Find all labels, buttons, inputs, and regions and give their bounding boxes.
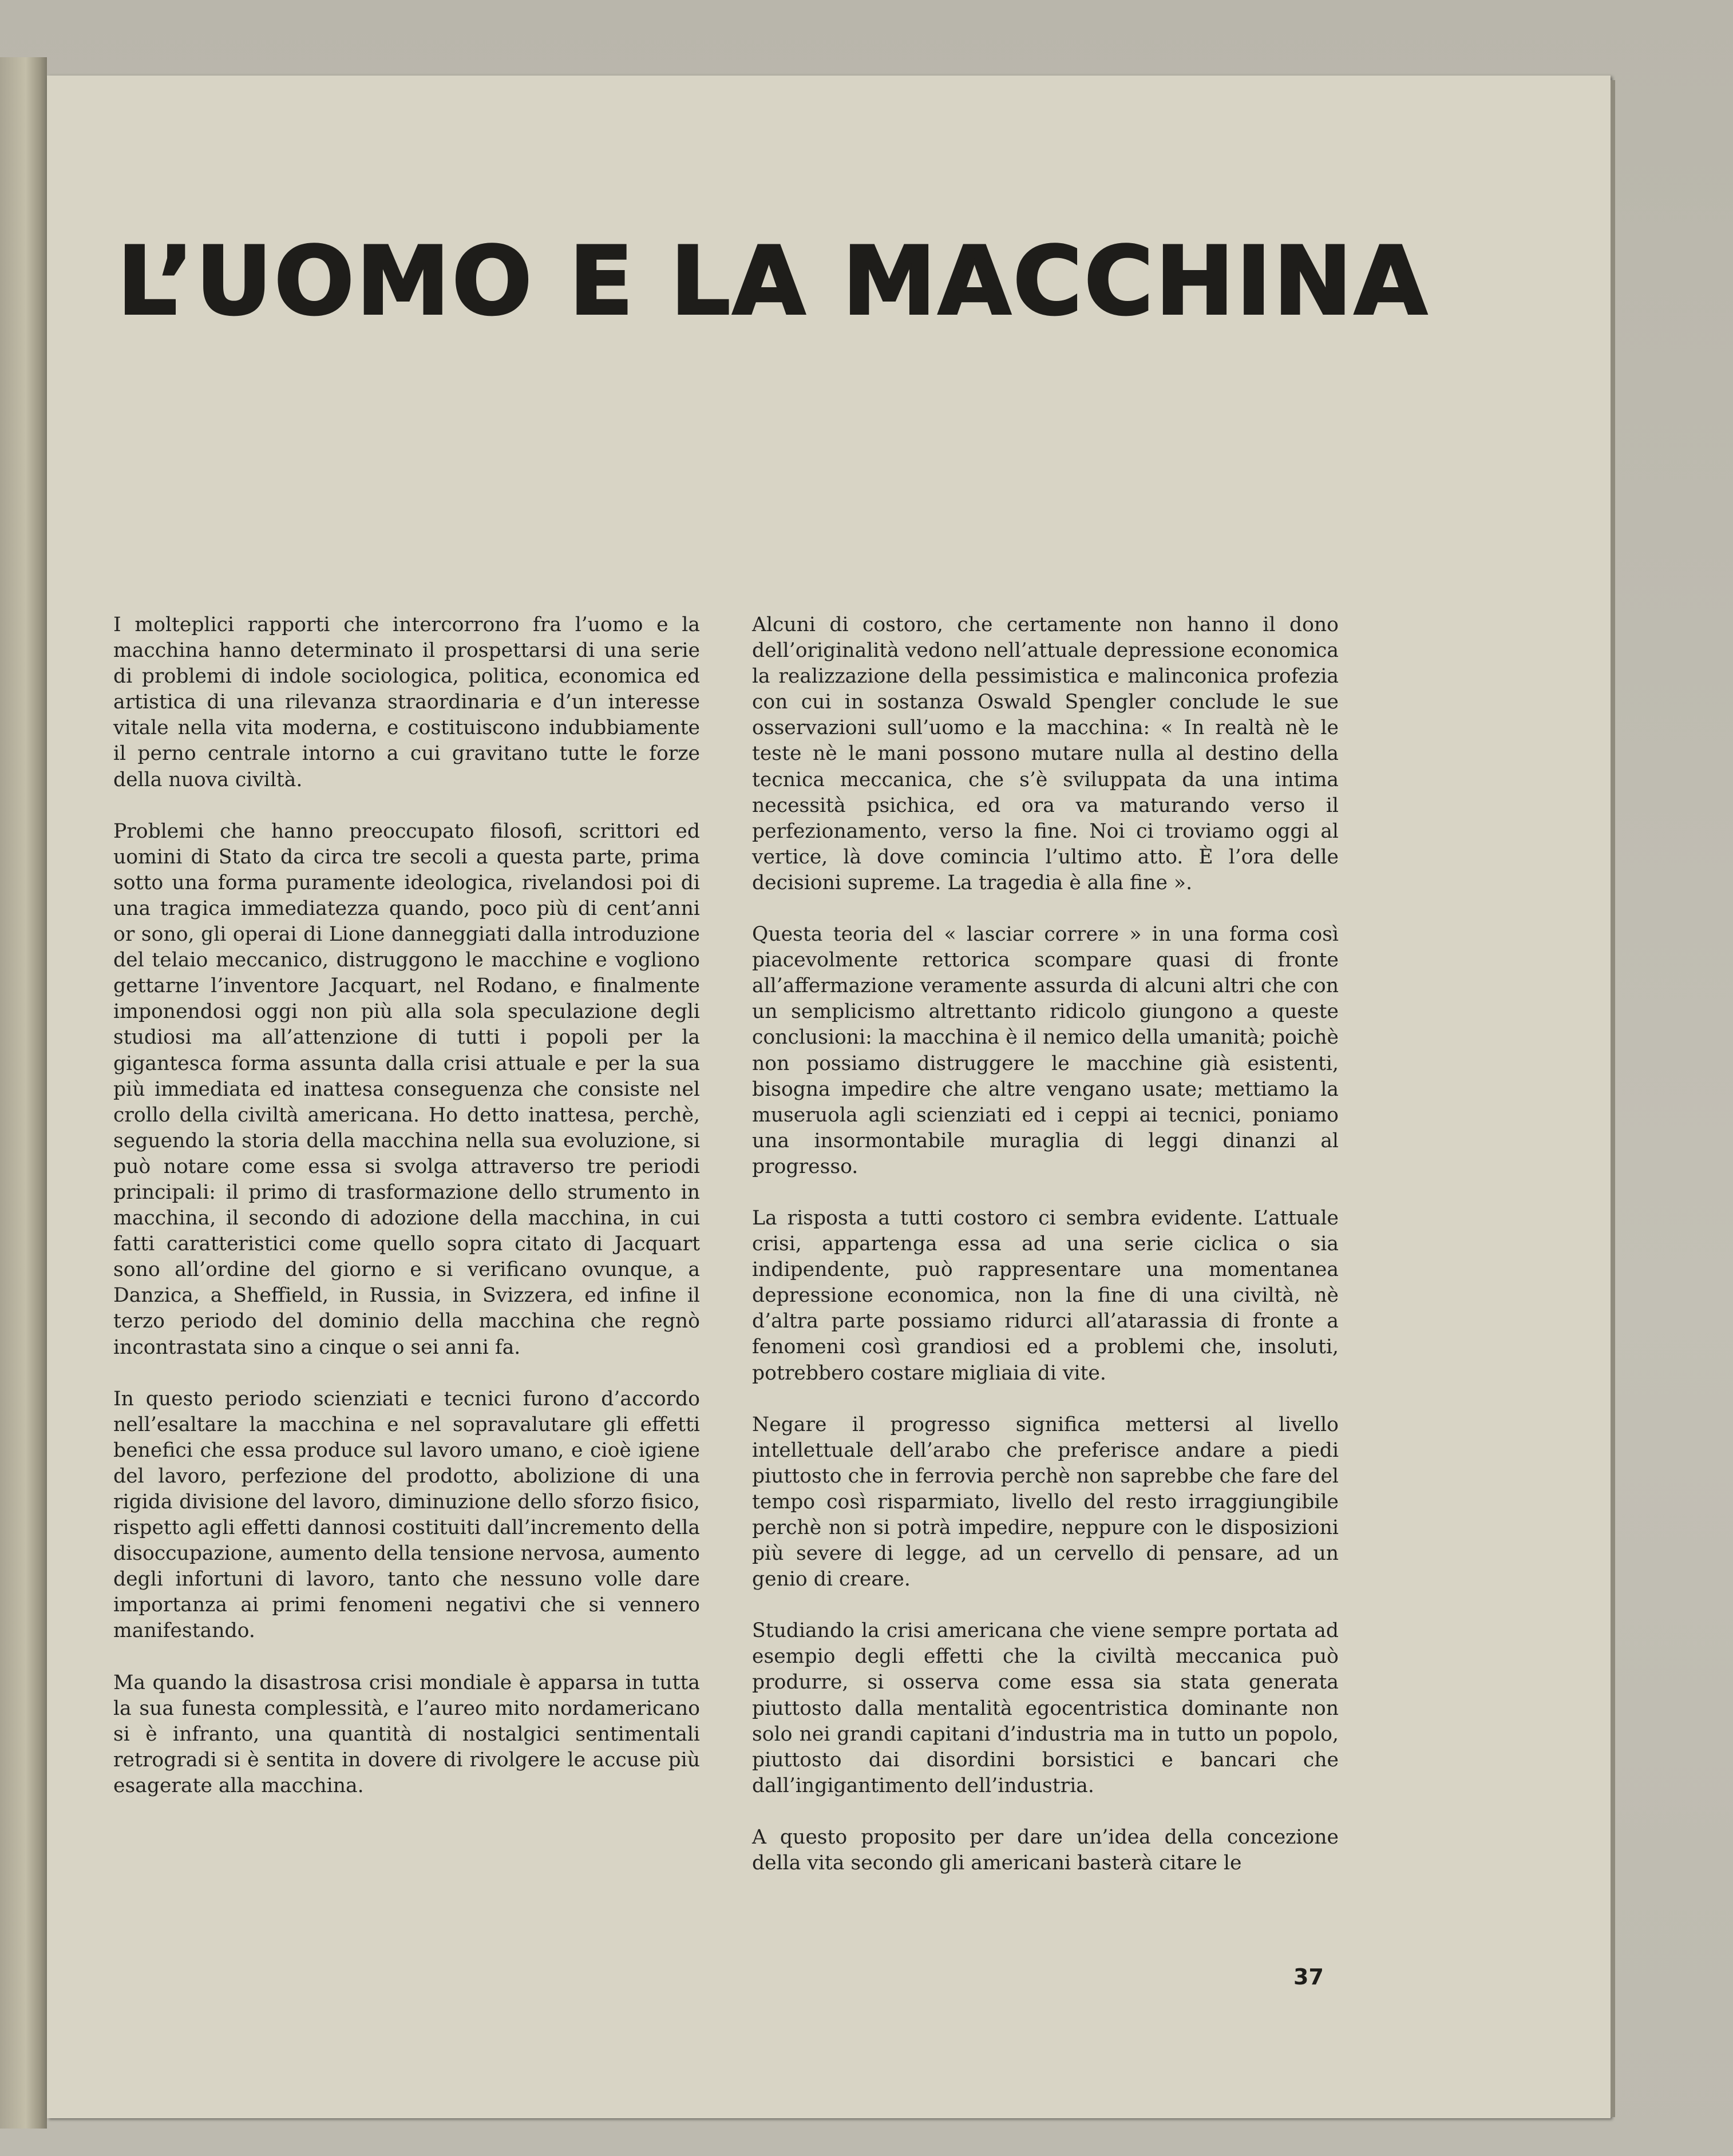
page-number: 37	[1293, 1964, 1324, 1989]
previous-page-edge	[0, 57, 47, 2129]
paragraph: Negare il progresso significa mettersi al livello intellettuale dell’arabo che preferisce andare a piedi piuttosto che in ferrovia perchè non saprebbe che fare del tempo così risparmiato, livello del resto irraggiungibile perchè non si potrà impedire, neppure con le disposizioni più severe di legge, ad un cervello di pensare, ad un genio di creare.	[752, 1413, 1339, 1591]
page-right-edge	[1611, 80, 1615, 2117]
left-column	[113, 612, 700, 1825]
paragraph: Ma quando la disastrosa crisi mondiale è apparsa in tutta la sua funesta complessità, e l’aureo mito nordamericano si è infranto, una quantità di nostalgici sentimentali retrogradi si è sentita in dovere di rivolgere le accuse più esagerate alla macchina.	[113, 1671, 700, 1797]
right-column	[752, 612, 1339, 1902]
paragraph: Alcuni di costoro, che certamente non hanno il dono dell’originalità vedono nell’attuale depressione economica la realizzazione della pessimistica e malinconica profezia con cui in sostanza Oswald Spengler conclude le sue osservazioni sull’uomo e la macchina: « In realtà nè le teste nè le mani possono mutare nulla al destino della tecnica meccanica, che s’è sviluppata da una intima necessità psichica, ed ora va maturando verso il perfezionamento, verso la fine. Noi ci troviamo oggi al vertice, là dove comincia l’ultimo atto. È l’ora delle decisioni supreme. La tragedia è alla fine ».	[752, 613, 1339, 894]
paragraph: In questo periodo scienziati e tecnici furono d’accordo nell’esaltare la macchina e nel sopravalutare gli effetti benefici che essa produce sul lavoro umano, e cioè igiene del lavoro, perfezione del prodotto, abolizione di una rigida divisione del lavoro, diminuzione dello sforzo fisico, rispetto agli effetti dannosi costituiti dall’incremento della disoccupazione, aumento della tensione nervosa, aumento degli infortuni di lavoro, tanto che nessuno volle dare importanza ai primi fenomeni negativi che si vennero manifestando.	[113, 1387, 700, 1643]
paragraph: A questo proposito per dare un’idea della concezione della vita secondo gli americani basterà citare le	[752, 1825, 1339, 1875]
paragraph: Studiando la crisi americana che viene sempre portata ad esempio degli effetti che la civiltà meccanica può produrre, si osserva come essa sia stata generata piuttosto dalla mentalità egocentristica dominante non solo nei grandi capitani d’industria ma in tutto un popolo, piuttosto dai disordini borsistici e bancari che dall’ingigantimento dell’industria.	[752, 1619, 1339, 1797]
paragraph: Questa teoria del « lasciar correre » in una forma così piacevolmente rettorica scompare quasi di fronte all’affermazione veramente assurda di alcuni altri che con un semplicismo altrettanto ridicolo giungono a queste conclusioni: la macchina è il nemico della umanità; poichè non possiamo distruggere le macchine già esistenti, bisogna impedire che altre vengano usate; mettiamo la museruola agli scienziati ed i ceppi ai tecnici, poniamo una insormontabile muraglia di leggi dinanzi al progresso.	[752, 923, 1339, 1178]
paragraph: I molteplici rapporti che intercorrono fra l’uomo e la macchina hanno determinato il prospettarsi di una serie di problemi di indole sociologica, politica, economica ed artistica di una rilevanza straordinaria e d’un interesse vitale nella vita moderna, e costituiscono indubbiamente il perno centrale intorno a cui gravitano tutte le forze della nuova civiltà.	[113, 613, 700, 791]
paragraph: La risposta a tutti costoro ci sembra evidente. L’attuale crisi, appartenga essa ad una serie ciclica o sia indipendente, può rappresentare una momentanea depressione economica, non la fine di una civiltà, nè d’altra parte possiamo ridurci all’atarassia di fronte a fenomeni così grandiosi ed a problemi che, insoluti, potrebbero costare migliaia di vite.	[752, 1206, 1339, 1385]
paragraph: Problemi che hanno preoccupato filosofi, scrittori ed uomini di Stato da circa tre secoli a questa parte, prima sotto una forma puramente ideologica, rivelandosi poi di una tragica immediatezza quando, poco più di cent’anni or sono, gli operai di Lione danneggiati dalla introduzione del telaio meccanico, distruggono le macchine e vogliono gettarne l’inventore Jacquart, nel Rodano, e finalmente imponendosi oggi non più alla sola speculazione degli studiosi ma all’attenzione di tutti i popoli per la gigantesca forma assunta dalla crisi attuale e per la sua più immediata ed inattesa conseguenza che consiste nel crollo della civiltà americana. Ho detto inattesa, perchè, seguendo la storia della macchina nella sua evoluzione, si può notare come essa si svolga attraverso tre periodi principali: il primo di trasformazione dello strumento in macchina, il secondo di adozione della macchina, in cui fatti caratteristici come quello sopra citato di Jacquart sono all’ordine del giorno e si verificano ovunque, a Danzica, a Sheffield, in Russia, in Svizzera, ed infine il terzo periodo del dominio della macchina che regnò incontrastata sino a cinque o sei anni fa.	[113, 819, 700, 1359]
article-title: L’UOMO E LA MACCHINA	[117, 227, 1430, 336]
